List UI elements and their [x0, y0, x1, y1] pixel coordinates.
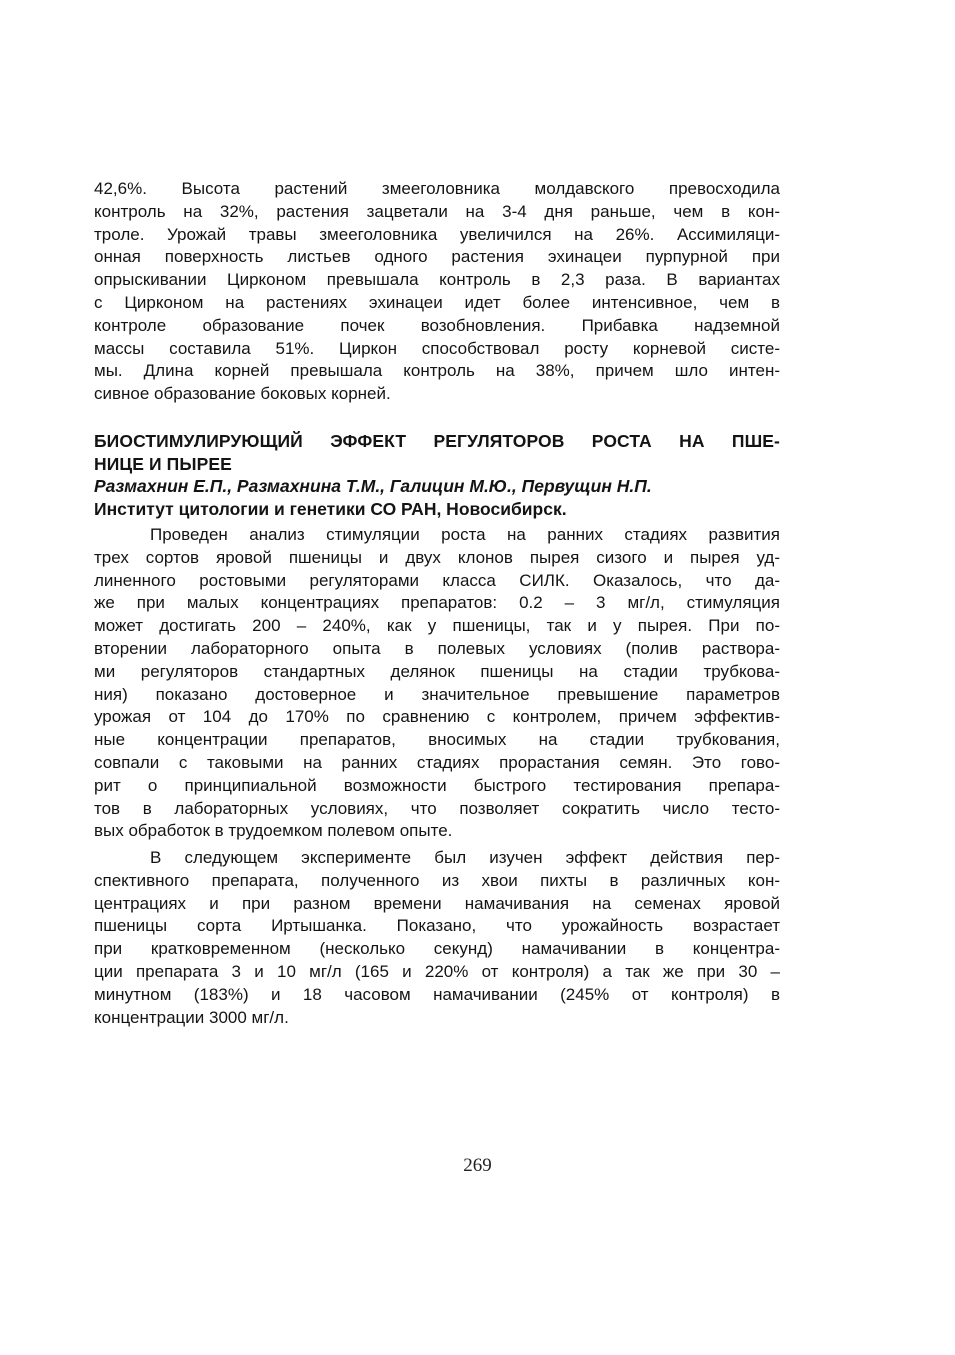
authors [94, 475, 780, 498]
text-line: ные концентрации препаратов, вносимых на стадии трубкования, [94, 730, 780, 750]
text-line: ции препарата 3 и 10 мг/л (165 и 220% от контроля) а так же при 30 – [94, 961, 780, 981]
text-line: ния) показано достоверное и значительное превышение параметров [94, 684, 780, 704]
text-line: с Цирконом на растениях эхинацеи идет более интенсивное, чем в [94, 292, 780, 312]
text-line: массы составила 51%. Циркон способствовал росту корневой систе- [94, 338, 780, 358]
text-line: при кратковременном (несколько секунд) намачивании в концентра- [94, 939, 780, 959]
text-line: троле. Урожай травы змееголовника увеличился на 26%. Ассимиляци- [94, 224, 780, 244]
text-line: линенного ростовыми регуляторами класса СИЛК. Оказалось, что да- [94, 570, 780, 590]
text-line: пшеницы сорта Иртышанка. Показано, что урожайность возрастает [94, 916, 780, 936]
text-line: минутном (183%) и 18 часовом намачивании (245% от контроля) в [94, 984, 780, 1004]
text-line: ми регуляторов стандартных делянок пшеницы на стадии трубкова- [94, 661, 780, 681]
text-line: центрациях и при разном времени намачивания на семенах яровой [94, 893, 780, 913]
text-line: опрыскивании Цирконом превышала контроль в 2,3 раза. В вариантах [94, 270, 780, 290]
institute-line: Институт цитологии и генетики СО РАН, Новосибирск. [94, 499, 567, 519]
text-line: контроль на 32%, растения зацветали на 3-4 дня раньше, чем в кон- [94, 201, 780, 221]
text-line: 42,6%. Высота растений змееголовника молдавского превосходила [94, 179, 780, 198]
section-title [94, 430, 780, 476]
text-line: может достигать 200 – 240%, как у пшеницы, так и у пырея. При по- [94, 616, 780, 636]
text-line: совпали с таковыми на ранних стадиях прорастания семян. Это гово- [94, 752, 780, 772]
text-line: трех сортов яровой пшеницы и двух клонов пырея сизого и пырея уд- [94, 547, 780, 567]
text-line: спективного препарата, полученного из хвои пихты в различных кон- [94, 870, 780, 890]
text-line: же при малых концентрациях препаратов: 0.2 – 3 мг/л, стимуляция [94, 593, 780, 613]
text-line: сивное образование боковых корней. [94, 384, 391, 404]
text-line: вых обработок в трудоемком полевом опыте. [94, 821, 453, 841]
text-line: тов в лабораторных условиях, что позволяет сократить число тесто- [94, 798, 780, 818]
text-line: контроле образование почек возобновления. Прибавка надземной [94, 315, 780, 335]
text-line: Проведен анализ стимуляции роста на ранних стадиях развития [150, 525, 780, 544]
text-line: урожая от 104 до 170% по сравнению с контролем, причем эффектив- [94, 707, 780, 727]
text-line: рит о принципиальной возможности быстрого тестирования препара- [94, 775, 780, 795]
institute [94, 498, 780, 521]
intro-paragraph [94, 178, 780, 406]
abstract-paragraph-2 [94, 847, 780, 1029]
section-title-line: БИОСТИМУЛИРУЮЩИЙ ЭФФЕКТ РЕГУЛЯТОРОВ РОСТА НА ПШЕ- [94, 431, 780, 451]
text-line: онная поверхность листьев одного растения эхинацеи пурпурной при [94, 247, 780, 267]
text-line: В следующем эксперименте был изучен эффект действия пер- [150, 848, 780, 867]
text-line: вторении лабораторного опыта в полевых условиях (полив раствора- [94, 638, 780, 658]
authors-line: Размахнин Е.П., Размахнина Т.М., Галицин М.Ю., Первущин Н.П. [94, 476, 652, 496]
text-line: концентрации 3000 мг/л. [94, 1007, 289, 1027]
text-line: мы. Длина корней превышала контроль на 38%, причем шло интен- [94, 361, 780, 381]
page-number: 269 [463, 1155, 492, 1176]
abstract-paragraph-1 [94, 524, 780, 843]
section-title-line: НИЦЕ И ПЫРЕЕ [94, 453, 232, 474]
